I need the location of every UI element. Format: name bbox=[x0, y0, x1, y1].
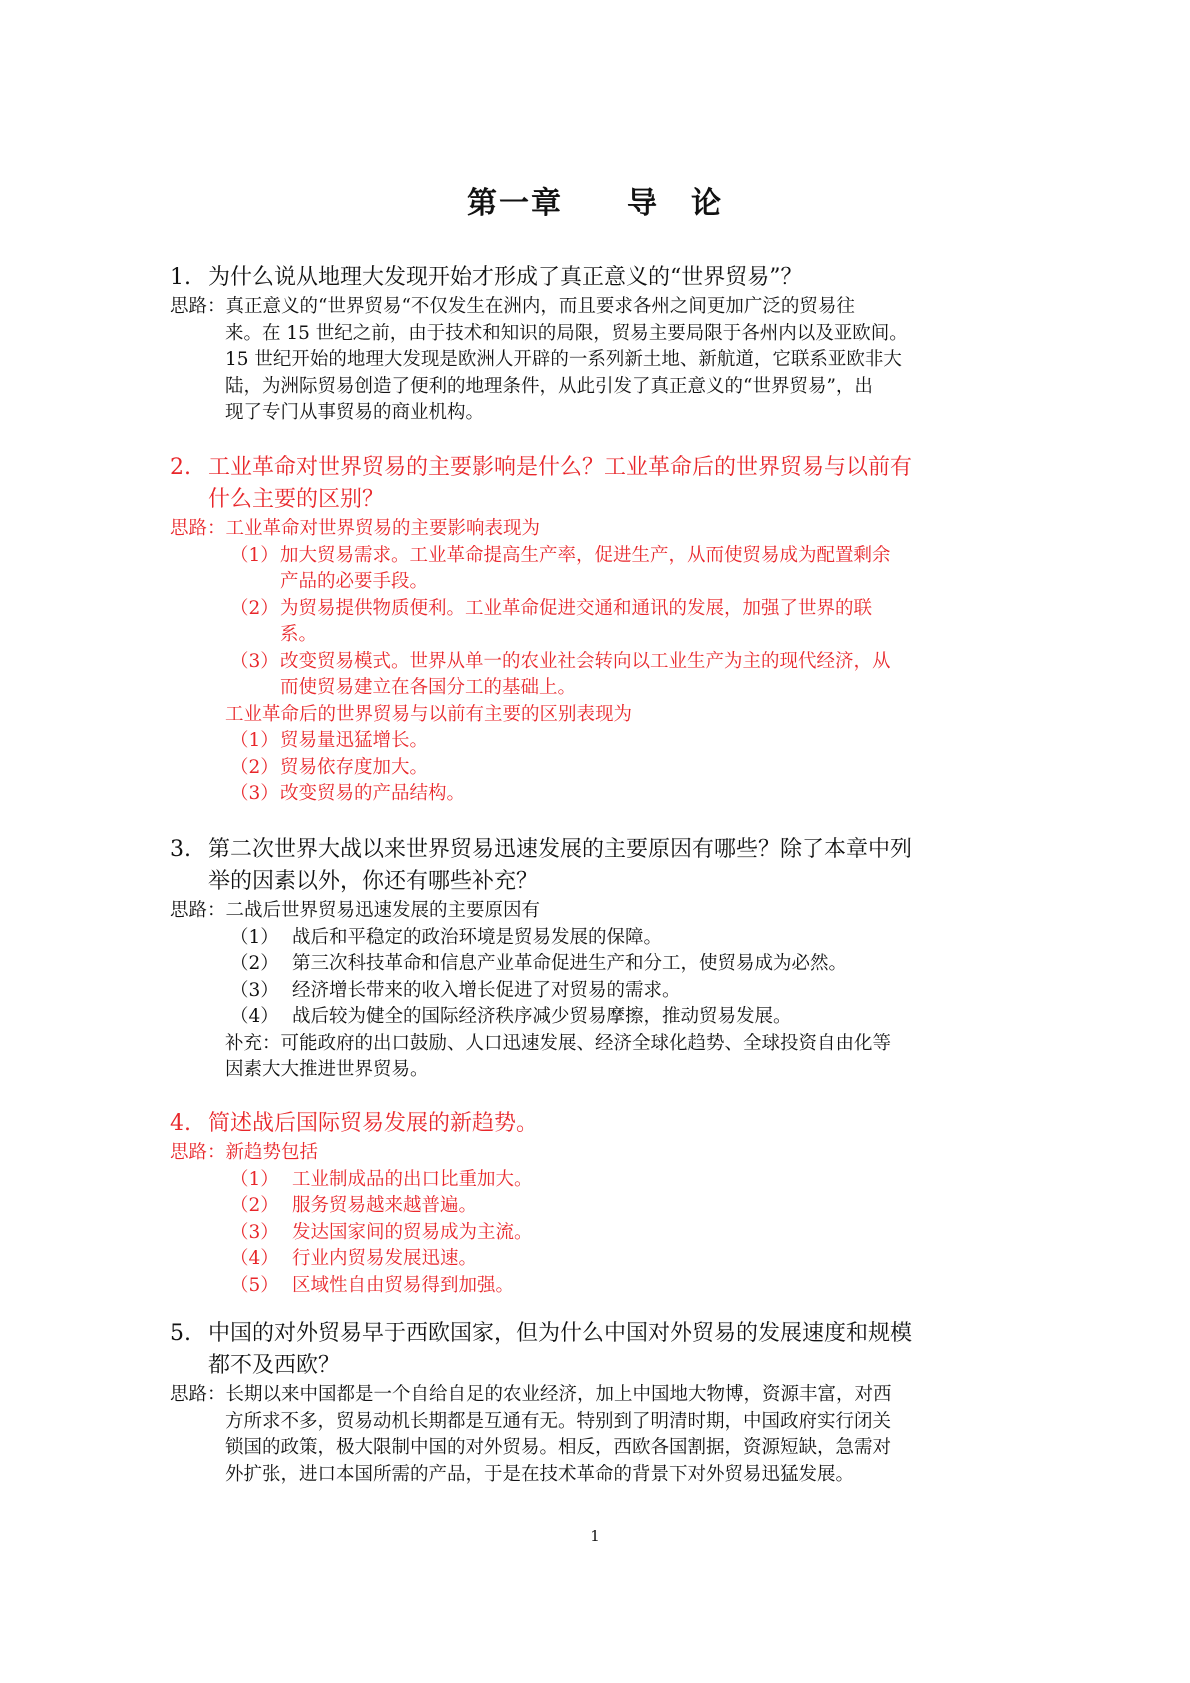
list-item-label: （2） bbox=[230, 597, 279, 619]
answer-line: 工业革命后的世界贸易与以前有主要的区别表现为 bbox=[225, 703, 633, 725]
question-line bbox=[170, 452, 1030, 484]
answer-line: 思路：真正意义的“世界贸易“不仅发生在洲内，而且要求各州之间更加广泛的贸易往 bbox=[170, 296, 855, 317]
list-item-text: 服务贸易越来越普遍。 bbox=[292, 1195, 478, 1216]
question-line bbox=[170, 1108, 1030, 1140]
page-number: 1 bbox=[590, 1527, 600, 1545]
answer-list-item bbox=[170, 1004, 1030, 1031]
question-text: 中国的对外贸易早于西欧国家，但为什么中国对外贸易的发展速度和规模 bbox=[208, 1321, 913, 1346]
question-number: 1. bbox=[170, 265, 191, 290]
answer-list-item bbox=[170, 781, 1030, 808]
answer-list-item bbox=[170, 728, 1030, 755]
question-text: 都不及西欧？ bbox=[208, 1353, 341, 1378]
answer-line: 外扩张，进口本国所需的产品，于是在技术革命的背景下对外贸易迅猛发展。 bbox=[225, 1463, 855, 1485]
question-line bbox=[170, 866, 1030, 898]
list-item-text: 贸易依存度加大。 bbox=[280, 756, 429, 778]
list-item-text: 战后和平稳定的政治环境是贸易发展的保障。 bbox=[292, 926, 663, 948]
chapter-title: 第一章 导 论 bbox=[467, 186, 723, 221]
answer-list-item bbox=[170, 1273, 1030, 1300]
question-line bbox=[170, 1350, 1030, 1382]
list-item-label: （5） bbox=[230, 1274, 279, 1296]
list-item-label: （2） bbox=[230, 953, 279, 974]
list-item-label: （1） bbox=[230, 544, 279, 566]
list-item-text: 行业内贸易发展迅速。 bbox=[292, 1248, 478, 1269]
list-item-label: （4） bbox=[230, 1248, 279, 1269]
answer-list-item bbox=[170, 543, 1030, 570]
list-item-text: 第三次科技革命和信息产业革命促进生产和分工，使贸易成为必然。 bbox=[292, 953, 848, 974]
answer-list-item bbox=[170, 1167, 1030, 1194]
answer-list-item bbox=[170, 755, 1030, 782]
question-text: 工业革命对世界贸易的主要影响是什么？工业革命后的世界贸易与以前有 bbox=[208, 455, 913, 480]
answer-line: 思路：工业革命对世界贸易的主要影响表现为 bbox=[170, 518, 541, 539]
question-text: 简述战后国际贸易发展的新趋势。 bbox=[208, 1111, 539, 1136]
question-text: 什么主要的区别？ bbox=[208, 487, 385, 512]
list-item-text: 工业制成品的出口比重加大。 bbox=[292, 1168, 533, 1190]
question-text: 为什么说从地理大发现开始才形成了真正意义的“世界贸易”？ bbox=[208, 265, 803, 290]
question-line bbox=[170, 262, 1030, 294]
list-item-label: （3） bbox=[230, 783, 279, 804]
question-line bbox=[170, 834, 1030, 866]
list-item-text: 改变贸易的产品结构。 bbox=[280, 783, 466, 804]
answer-line: 系。 bbox=[280, 624, 318, 645]
list-item-label: （1） bbox=[230, 926, 279, 948]
list-item-text: 加大贸易需求。工业革命提高生产率，促进生产，从而使贸易成为配置剩余 bbox=[280, 544, 891, 566]
question-section bbox=[170, 834, 1030, 1084]
answer-line: 思路：新趋势包括 bbox=[170, 1142, 319, 1163]
answer-list-item bbox=[170, 951, 1030, 978]
list-item-text: 区域性自由贸易得到加强。 bbox=[292, 1274, 515, 1296]
answer-list-item bbox=[170, 1246, 1030, 1273]
answer-line: 锁国的政策，极大限制中国的对外贸易。相反，西欧各国割据，资源短缺，急需对 bbox=[225, 1437, 892, 1458]
question-number: 2. bbox=[170, 455, 191, 480]
list-item-label: （3） bbox=[230, 1221, 279, 1243]
answer-line: 来。在 15 世纪之前，由于技术和知识的局限，贸易主要局限于各州内以及亚欧间。 bbox=[225, 322, 908, 344]
list-item-text: 贸易量迅猛增长。 bbox=[280, 730, 429, 751]
list-item-text: 战后较为健全的国际经济秩序减少贸易摩擦，推动贸易发展。 bbox=[292, 1006, 792, 1027]
answer-list-item bbox=[170, 596, 1030, 623]
list-item-text: 发达国家间的贸易成为主流。 bbox=[292, 1221, 533, 1243]
list-item-label: （4） bbox=[230, 1006, 279, 1027]
answer-line: 现了专门从事贸易的商业机构。 bbox=[225, 402, 485, 423]
question-section bbox=[170, 262, 1030, 427]
answer-line: 方所求不多，贸易动机长期都是互通有无。特别到了明清时期，中国政府实行闭关 bbox=[225, 1410, 892, 1432]
answer-line: 思路：长期以来中国都是一个自给自足的农业经济，加上中国地大物博，资源丰富，对西 bbox=[170, 1384, 892, 1405]
question-section bbox=[170, 1318, 1030, 1488]
question-line bbox=[170, 1318, 1030, 1350]
list-item-text: 改变贸易模式。世界从单一的农业社会转向以工业生产为主的现代经济，从 bbox=[280, 650, 891, 672]
list-item-label: （1） bbox=[230, 1168, 279, 1190]
answer-list-item bbox=[170, 649, 1030, 676]
question-section bbox=[170, 452, 1030, 808]
answer-list-item bbox=[170, 1220, 1030, 1247]
list-item-label: （3） bbox=[230, 979, 279, 1001]
list-item-label: （1） bbox=[230, 730, 279, 751]
answer-line: 思路：二战后世界贸易迅速发展的主要原因有 bbox=[170, 900, 541, 921]
answer-line: 补充：可能政府的出口鼓励、人口迅速发展、经济全球化趋势、全球投资自由化等 bbox=[225, 1032, 892, 1054]
question-text: 第二次世界大战以来世界贸易迅速发展的主要原因有哪些？除了本章中列 bbox=[208, 837, 913, 862]
answer-list-item bbox=[170, 925, 1030, 952]
question-section bbox=[170, 1108, 1030, 1299]
answer-line: 而使贸易建立在各国分工的基础上。 bbox=[280, 677, 577, 698]
list-item-label: （2） bbox=[230, 1195, 279, 1216]
question-line bbox=[170, 484, 1030, 516]
list-item-label: （2） bbox=[230, 756, 279, 778]
answer-list-item bbox=[170, 1193, 1030, 1220]
answer-line: 15 世纪开始的地理大发现是欧洲人开辟的一系列新土地、新航道，它联系亚欧非大 bbox=[225, 349, 902, 370]
answer-line: 陆，为洲际贸易创造了便利的地理条件，从此引发了真正意义的“世界贸易”，出 bbox=[225, 375, 873, 397]
question-number: 5. bbox=[170, 1321, 191, 1346]
list-item-text: 为贸易提供物质便利。工业革命促进交通和通讯的发展，加强了世界的联 bbox=[280, 597, 873, 619]
list-item-text: 经济增长带来的收入增长促进了对贸易的需求。 bbox=[292, 979, 681, 1001]
answer-line: 产品的必要手段。 bbox=[280, 571, 429, 592]
answer-list-item bbox=[170, 978, 1030, 1005]
question-number: 3. bbox=[170, 837, 191, 862]
question-text: 举的因素以外，你还有哪些补充？ bbox=[208, 869, 539, 894]
list-item-label: （3） bbox=[230, 650, 279, 672]
question-number: 4. bbox=[170, 1111, 191, 1136]
answer-line: 因素大大推进世界贸易。 bbox=[225, 1059, 429, 1080]
